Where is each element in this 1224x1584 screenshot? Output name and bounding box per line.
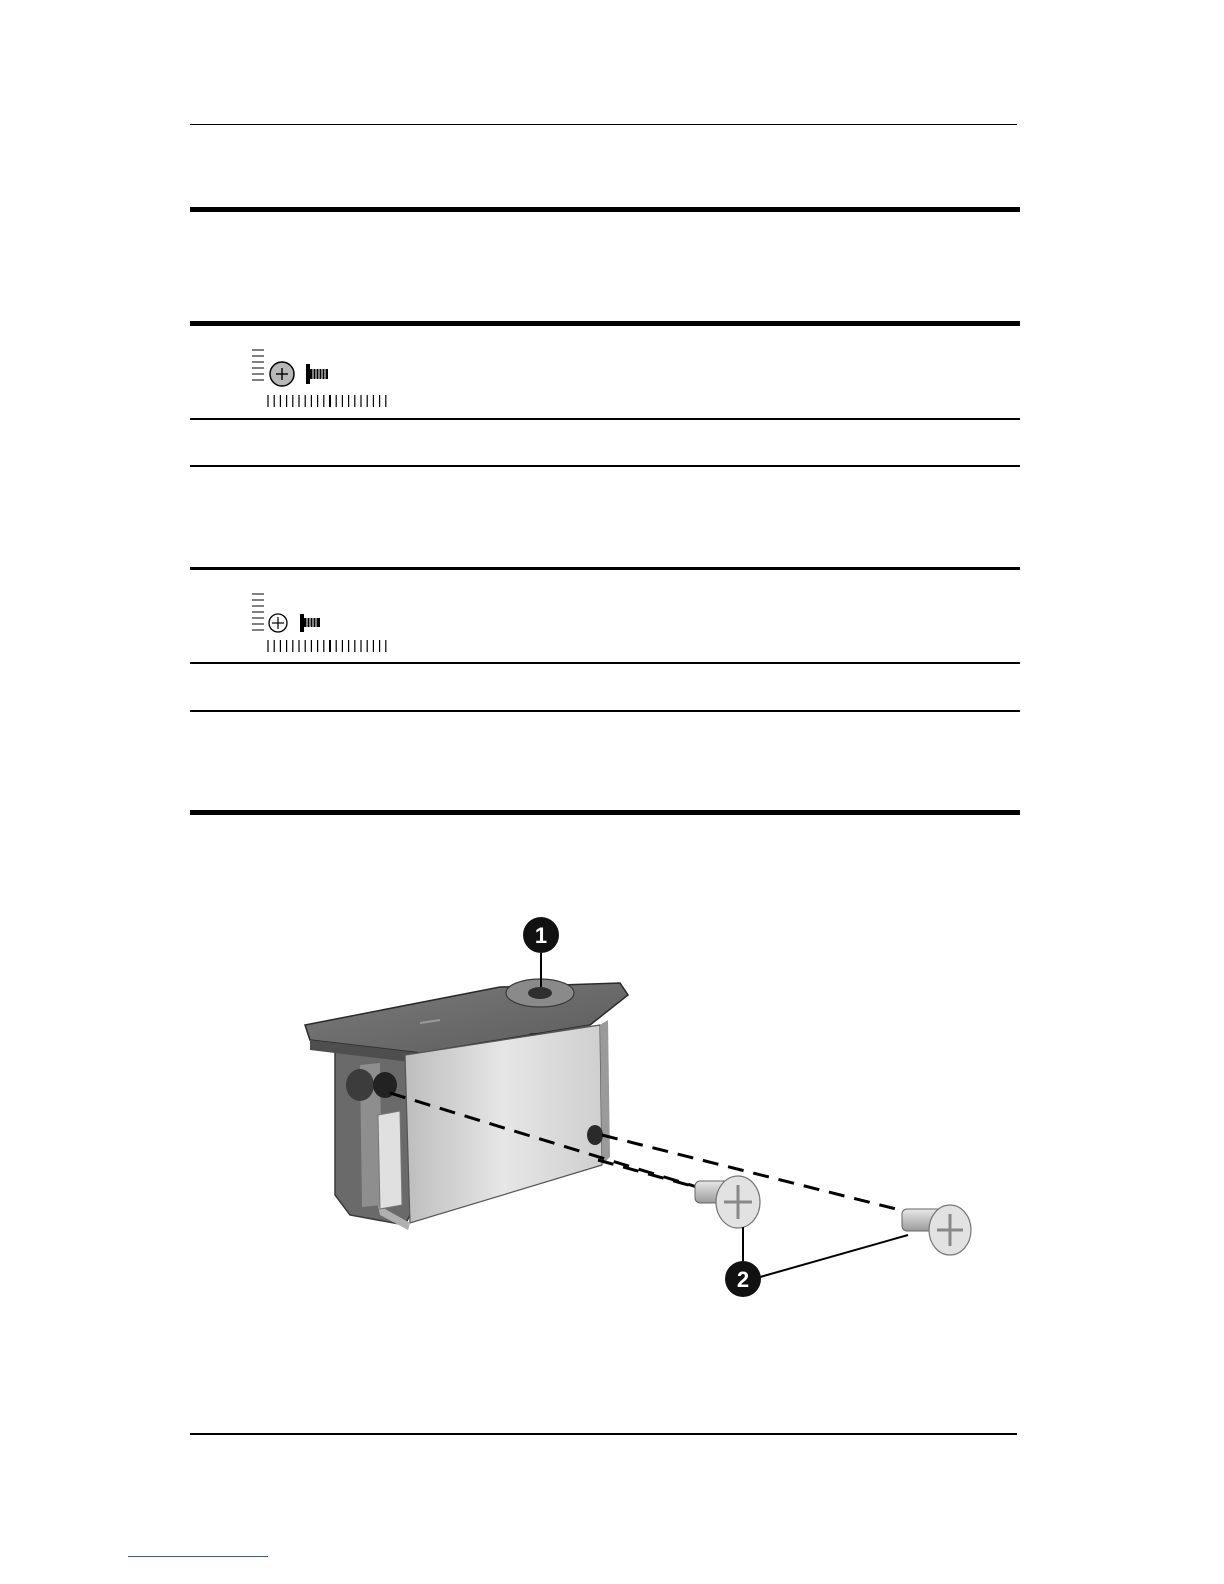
callout-1 — [523, 917, 559, 953]
screw-side-profile-icon — [300, 614, 320, 632]
table-row-rule-4 — [190, 567, 1020, 570]
callout-2 — [725, 1261, 761, 1297]
phillips-screw-head-icon — [248, 592, 338, 636]
table-row-rule-3 — [190, 465, 1020, 467]
footer-rule — [190, 1433, 1017, 1435]
phillips-screw-head-icon — [248, 348, 338, 388]
table-row-rule-1 — [190, 321, 1020, 326]
bracket-screw-illustration — [290, 905, 990, 1305]
screw-right — [902, 1205, 971, 1255]
screw-left — [695, 1176, 760, 1228]
table-top-rule — [190, 207, 1020, 212]
table-row-rule-5 — [190, 662, 1020, 664]
callout-1-label: 1 — [534, 923, 548, 948]
table-row-rule-6 — [190, 710, 1020, 712]
length-ruler-icon — [266, 639, 394, 653]
table-row-rule-2 — [190, 418, 1020, 420]
screw-side-profile-icon — [306, 364, 328, 384]
screw-hole-right — [587, 1125, 603, 1145]
header-rule — [190, 124, 1017, 125]
length-ruler-icon — [266, 394, 394, 408]
footer-link-underline[interactable] — [128, 1556, 268, 1557]
callout-2-label: 2 — [736, 1267, 750, 1292]
table-bottom-rule — [190, 810, 1020, 815]
